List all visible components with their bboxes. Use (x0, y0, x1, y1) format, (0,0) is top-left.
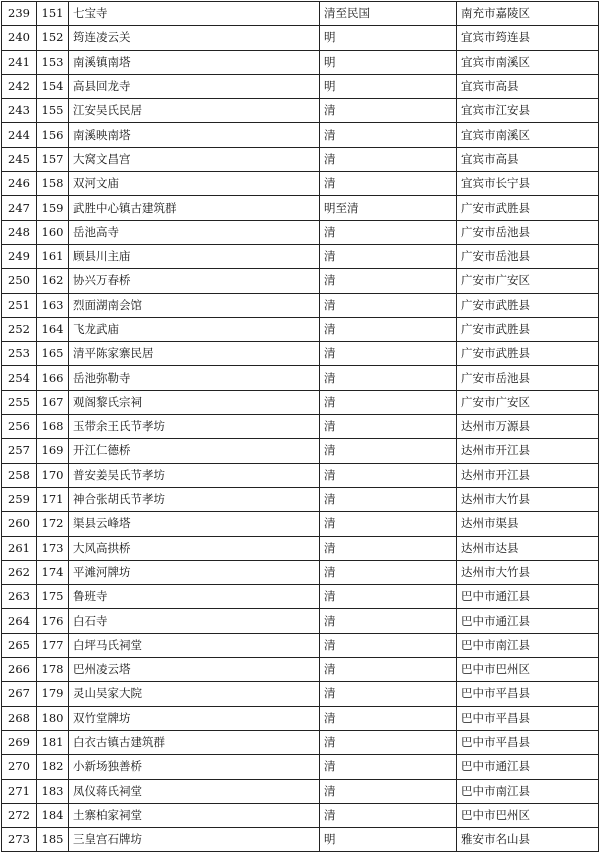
table-row (2, 560, 599, 584)
table-row (2, 99, 599, 123)
era-cell: 清 (320, 147, 457, 171)
location-cell: 达州市开江县 (457, 463, 599, 487)
location-cell: 宜宾市高县 (457, 74, 599, 98)
table-row (2, 706, 599, 730)
batch-number-cell: 184 (37, 803, 69, 827)
table-body (2, 2, 599, 852)
table-row (2, 196, 599, 220)
serial-number-cell: 248 (2, 220, 37, 244)
serial-number-cell: 264 (2, 609, 37, 633)
location-cell: 南充市嘉陵区 (457, 2, 599, 26)
location-cell: 宜宾市长宁县 (457, 172, 599, 196)
era-cell: 明 (320, 828, 457, 852)
heritage-site-table (1, 1, 599, 852)
serial-number-cell: 249 (2, 244, 37, 268)
batch-number-cell: 171 (37, 487, 69, 511)
table-row (2, 828, 599, 852)
batch-number-cell: 151 (37, 2, 69, 26)
era-cell: 明 (320, 50, 457, 74)
batch-number-cell: 174 (37, 560, 69, 584)
era-cell: 清 (320, 172, 457, 196)
era-cell: 清 (320, 99, 457, 123)
table-row (2, 755, 599, 779)
table-row (2, 512, 599, 536)
batch-number-cell: 153 (37, 50, 69, 74)
era-cell: 清 (320, 682, 457, 706)
site-name-cell: 岳池弥勒寺 (69, 366, 320, 390)
site-name-cell: 筠连凌云关 (69, 26, 320, 50)
table-row (2, 366, 599, 390)
batch-number-cell: 159 (37, 196, 69, 220)
location-cell: 广安市广安区 (457, 269, 599, 293)
site-name-cell: 南溪映南塔 (69, 123, 320, 147)
era-cell: 清 (320, 512, 457, 536)
table-row (2, 50, 599, 74)
table-row (2, 439, 599, 463)
batch-number-cell: 160 (37, 220, 69, 244)
site-name-cell: 渠县云峰塔 (69, 512, 320, 536)
era-cell: 清 (320, 730, 457, 754)
era-cell: 清 (320, 390, 457, 414)
table-row (2, 463, 599, 487)
table-row (2, 536, 599, 560)
batch-number-cell: 157 (37, 147, 69, 171)
serial-number-cell: 253 (2, 342, 37, 366)
era-cell: 清 (320, 779, 457, 803)
table-row (2, 220, 599, 244)
table-row (2, 147, 599, 171)
site-name-cell: 顾县川主庙 (69, 244, 320, 268)
location-cell: 宜宾市江安县 (457, 99, 599, 123)
serial-number-cell: 265 (2, 633, 37, 657)
table-row (2, 2, 599, 26)
era-cell: 清 (320, 366, 457, 390)
batch-number-cell: 183 (37, 779, 69, 803)
era-cell: 清 (320, 439, 457, 463)
serial-number-cell: 257 (2, 439, 37, 463)
location-cell: 广安市武胜县 (457, 293, 599, 317)
batch-number-cell: 162 (37, 269, 69, 293)
site-name-cell: 神合张胡氏节孝坊 (69, 487, 320, 511)
serial-number-cell: 258 (2, 463, 37, 487)
site-name-cell: 七宝寺 (69, 2, 320, 26)
site-name-cell: 飞龙武庙 (69, 317, 320, 341)
serial-number-cell: 243 (2, 99, 37, 123)
location-cell: 巴中市南江县 (457, 633, 599, 657)
era-cell: 清 (320, 220, 457, 244)
serial-number-cell: 268 (2, 706, 37, 730)
site-name-cell: 江安吴氏民居 (69, 99, 320, 123)
batch-number-cell: 165 (37, 342, 69, 366)
batch-number-cell: 175 (37, 585, 69, 609)
table-row (2, 730, 599, 754)
batch-number-cell: 158 (37, 172, 69, 196)
location-cell: 达州市开江县 (457, 439, 599, 463)
batch-number-cell: 152 (37, 26, 69, 50)
site-name-cell: 双河文庙 (69, 172, 320, 196)
serial-number-cell: 266 (2, 658, 37, 682)
location-cell: 广安市广安区 (457, 390, 599, 414)
table-row (2, 609, 599, 633)
era-cell: 清 (320, 244, 457, 268)
location-cell: 广安市武胜县 (457, 317, 599, 341)
serial-number-cell: 250 (2, 269, 37, 293)
table-row (2, 269, 599, 293)
location-cell: 广安市武胜县 (457, 196, 599, 220)
serial-number-cell: 271 (2, 779, 37, 803)
batch-number-cell: 169 (37, 439, 69, 463)
location-cell: 达州市渠县 (457, 512, 599, 536)
batch-number-cell: 181 (37, 730, 69, 754)
era-cell: 清 (320, 633, 457, 657)
site-name-cell: 清平陈家寨民居 (69, 342, 320, 366)
location-cell: 巴中市南江县 (457, 779, 599, 803)
batch-number-cell: 176 (37, 609, 69, 633)
batch-number-cell: 164 (37, 317, 69, 341)
table-row (2, 317, 599, 341)
location-cell: 巴中市平昌县 (457, 682, 599, 706)
site-name-cell: 高县回龙寺 (69, 74, 320, 98)
batch-number-cell: 166 (37, 366, 69, 390)
batch-number-cell: 177 (37, 633, 69, 657)
serial-number-cell: 255 (2, 390, 37, 414)
era-cell: 清 (320, 658, 457, 682)
era-cell: 清 (320, 293, 457, 317)
serial-number-cell: 239 (2, 2, 37, 26)
site-name-cell: 观阁黎氏宗祠 (69, 390, 320, 414)
serial-number-cell: 270 (2, 755, 37, 779)
table-row (2, 172, 599, 196)
batch-number-cell: 154 (37, 74, 69, 98)
serial-number-cell: 256 (2, 415, 37, 439)
table-row (2, 682, 599, 706)
table-row (2, 342, 599, 366)
serial-number-cell: 254 (2, 366, 37, 390)
batch-number-cell: 170 (37, 463, 69, 487)
era-cell: 清 (320, 342, 457, 366)
table-row (2, 244, 599, 268)
serial-number-cell: 272 (2, 803, 37, 827)
era-cell: 清 (320, 585, 457, 609)
site-name-cell: 玉带余王氏节孝坊 (69, 415, 320, 439)
era-cell: 清 (320, 123, 457, 147)
era-cell: 清 (320, 463, 457, 487)
era-cell: 清 (320, 803, 457, 827)
location-cell: 巴中市平昌县 (457, 706, 599, 730)
site-name-cell: 白衣古镇古建筑群 (69, 730, 320, 754)
batch-number-cell: 180 (37, 706, 69, 730)
serial-number-cell: 246 (2, 172, 37, 196)
table-row (2, 123, 599, 147)
era-cell: 清至民国 (320, 2, 457, 26)
site-name-cell: 武胜中心镇古建筑群 (69, 196, 320, 220)
table-row (2, 390, 599, 414)
site-name-cell: 协兴万春桥 (69, 269, 320, 293)
serial-number-cell: 244 (2, 123, 37, 147)
site-name-cell: 白石寺 (69, 609, 320, 633)
batch-number-cell: 155 (37, 99, 69, 123)
site-name-cell: 三皇宫石牌坊 (69, 828, 320, 852)
serial-number-cell: 240 (2, 26, 37, 50)
era-cell: 清 (320, 560, 457, 584)
table-row (2, 74, 599, 98)
serial-number-cell: 273 (2, 828, 37, 852)
era-cell: 清 (320, 755, 457, 779)
serial-number-cell: 242 (2, 74, 37, 98)
location-cell: 宜宾市高县 (457, 147, 599, 171)
table-row (2, 633, 599, 657)
batch-number-cell: 168 (37, 415, 69, 439)
table-row (2, 658, 599, 682)
batch-number-cell: 163 (37, 293, 69, 317)
serial-number-cell: 261 (2, 536, 37, 560)
era-cell: 明 (320, 26, 457, 50)
batch-number-cell: 161 (37, 244, 69, 268)
site-name-cell: 烈面湖南会馆 (69, 293, 320, 317)
site-name-cell: 白坪马氏祠堂 (69, 633, 320, 657)
batch-number-cell: 182 (37, 755, 69, 779)
serial-number-cell: 247 (2, 196, 37, 220)
location-cell: 雅安市名山县 (457, 828, 599, 852)
site-name-cell: 双竹堂牌坊 (69, 706, 320, 730)
location-cell: 巴中市通江县 (457, 585, 599, 609)
location-cell: 广安市岳池县 (457, 366, 599, 390)
site-name-cell: 南溪镇南塔 (69, 50, 320, 74)
era-cell: 清 (320, 317, 457, 341)
batch-number-cell: 156 (37, 123, 69, 147)
site-name-cell: 灵山吴家大院 (69, 682, 320, 706)
table-row (2, 26, 599, 50)
location-cell: 广安市武胜县 (457, 342, 599, 366)
table-row (2, 779, 599, 803)
serial-number-cell: 245 (2, 147, 37, 171)
era-cell: 清 (320, 415, 457, 439)
serial-number-cell: 267 (2, 682, 37, 706)
serial-number-cell: 251 (2, 293, 37, 317)
batch-number-cell: 173 (37, 536, 69, 560)
location-cell: 达州市大竹县 (457, 487, 599, 511)
batch-number-cell: 185 (37, 828, 69, 852)
location-cell: 宜宾市筠连县 (457, 26, 599, 50)
table-row (2, 585, 599, 609)
site-name-cell: 普安姜吴氏节孝坊 (69, 463, 320, 487)
location-cell: 巴中市通江县 (457, 609, 599, 633)
era-cell: 明至清 (320, 196, 457, 220)
site-name-cell: 土寨柏家祠堂 (69, 803, 320, 827)
era-cell: 清 (320, 609, 457, 633)
serial-number-cell: 259 (2, 487, 37, 511)
serial-number-cell: 269 (2, 730, 37, 754)
era-cell: 清 (320, 487, 457, 511)
serial-number-cell: 252 (2, 317, 37, 341)
site-name-cell: 大风高拱桥 (69, 536, 320, 560)
location-cell: 巴中市通江县 (457, 755, 599, 779)
serial-number-cell: 262 (2, 560, 37, 584)
batch-number-cell: 167 (37, 390, 69, 414)
site-name-cell: 岳池高寺 (69, 220, 320, 244)
era-cell: 清 (320, 269, 457, 293)
table-row (2, 803, 599, 827)
location-cell: 达州市大竹县 (457, 560, 599, 584)
era-cell: 明 (320, 74, 457, 98)
location-cell: 巴中市平昌县 (457, 730, 599, 754)
site-name-cell: 凤仪蒋氏祠堂 (69, 779, 320, 803)
location-cell: 巴中市巴州区 (457, 658, 599, 682)
site-name-cell: 大窝文昌宫 (69, 147, 320, 171)
serial-number-cell: 241 (2, 50, 37, 74)
serial-number-cell: 260 (2, 512, 37, 536)
site-name-cell: 开江仁德桥 (69, 439, 320, 463)
era-cell: 清 (320, 706, 457, 730)
location-cell: 达州市万源县 (457, 415, 599, 439)
site-name-cell: 小新场独善桥 (69, 755, 320, 779)
table-row (2, 487, 599, 511)
batch-number-cell: 172 (37, 512, 69, 536)
location-cell: 巴中市巴州区 (457, 803, 599, 827)
table-row (2, 293, 599, 317)
era-cell: 清 (320, 536, 457, 560)
site-name-cell: 平滩河牌坊 (69, 560, 320, 584)
batch-number-cell: 178 (37, 658, 69, 682)
location-cell: 广安市岳池县 (457, 220, 599, 244)
location-cell: 宜宾市南溪区 (457, 123, 599, 147)
site-name-cell: 巴州凌云塔 (69, 658, 320, 682)
serial-number-cell: 263 (2, 585, 37, 609)
location-cell: 宜宾市南溪区 (457, 50, 599, 74)
batch-number-cell: 179 (37, 682, 69, 706)
location-cell: 达州市达县 (457, 536, 599, 560)
location-cell: 广安市岳池县 (457, 244, 599, 268)
site-name-cell: 鲁班寺 (69, 585, 320, 609)
table-row (2, 415, 599, 439)
